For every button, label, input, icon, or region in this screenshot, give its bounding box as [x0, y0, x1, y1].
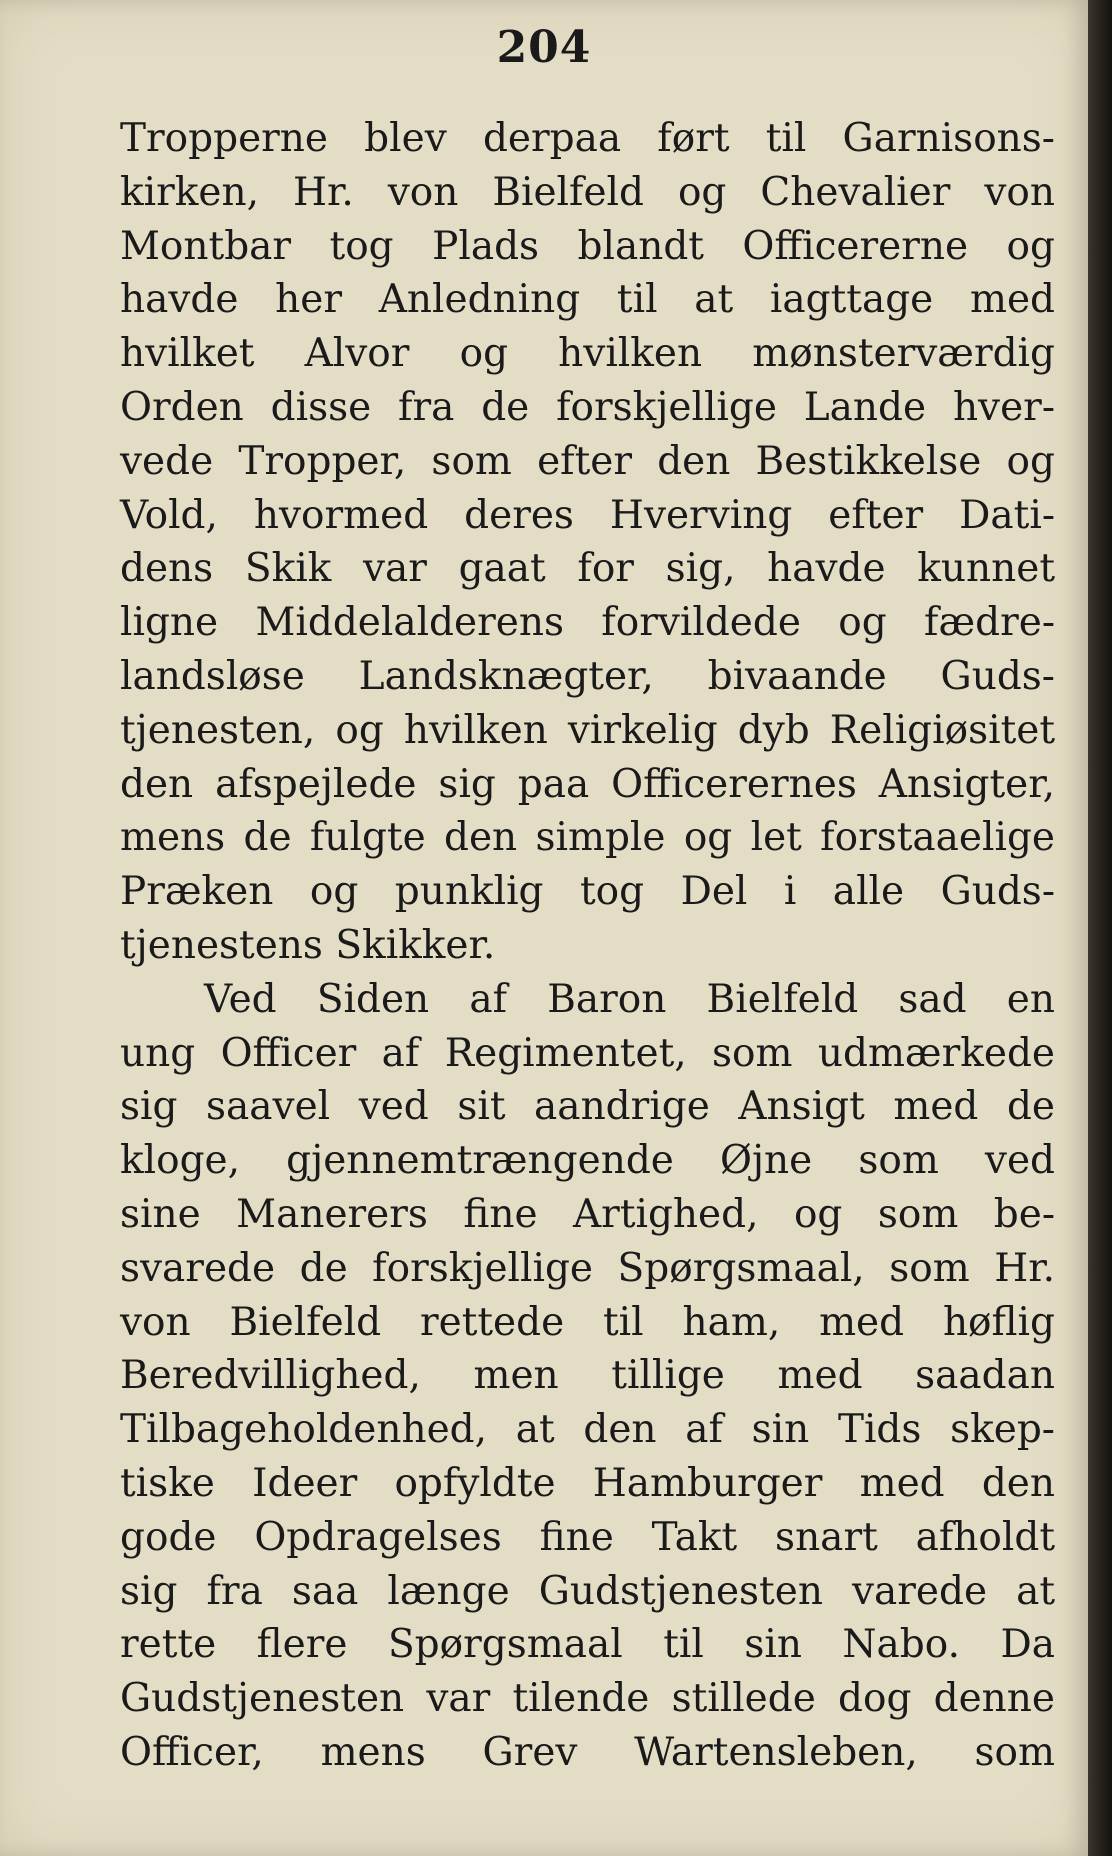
text-line: svarede de forskjellige Spørgsmaal, som Hr.: [120, 1245, 1055, 1291]
text-line: landsløse Landsknægter, bivaande Guds-: [120, 653, 1055, 699]
book-spine-edge: [1088, 0, 1112, 1856]
text-line: gode Opdragelses fine Takt snart afholdt: [120, 1514, 1055, 1560]
text-line: kloge, gjennemtrængende Øjne som ved: [120, 1138, 1055, 1184]
text-line: Ved Siden af Baron Bielfeld sad en: [204, 976, 1055, 1022]
text-line: sig fra saa længe Gudstjenesten varede at: [120, 1568, 1055, 1614]
text-line: sig saavel ved sit aandrige Ansigt med de: [120, 1084, 1055, 1130]
text-line: Tilbageholdenhed, at den af sin Tids skep-: [120, 1407, 1055, 1453]
text-line: ligne Middelalderens forvildede og fædre-: [120, 600, 1055, 646]
text-line: Beredvillighed, men tillige med saadan: [120, 1353, 1055, 1399]
text-line: sine Manerers fine Artighed, og som be-: [120, 1191, 1055, 1237]
text-line: tjenesten, og hvilken virkelig dyb Religiøsitet: [120, 707, 1055, 753]
text-line: Gudstjenesten var tilende stillede dog denne: [120, 1676, 1055, 1722]
text-line: havde her Anledning til at iagttage med: [120, 277, 1055, 323]
text-line: Tropperne blev derpaa ført til Garnisons-: [120, 116, 1055, 161]
text-line: Officer, mens Grev Wartensleben, som: [120, 1729, 1055, 1775]
text-line: den afspejlede sig paa Officerernes Ansigter,: [120, 761, 1055, 807]
text-line: Orden disse fra de forskjellige Lande hver-: [120, 384, 1055, 430]
text-line: Præken og punklig tog Del i alle Guds-: [120, 869, 1055, 915]
text-line: hvilket Alvor og hvilken mønsterværdig: [120, 331, 1055, 377]
text-line: kirken, Hr. von Bielfeld og Chevalier von: [120, 169, 1055, 215]
text-line: ung Officer af Regimentet, som udmærkede: [120, 1030, 1055, 1076]
page-number: 204: [496, 22, 592, 73]
text-line: Vold, hvormed deres Hverving efter Dati-: [120, 492, 1055, 538]
text-line: dens Skik var gaat for sig, havde kunnet: [120, 546, 1055, 592]
text-line: rette flere Spørgsmaal til sin Nabo. Da: [120, 1622, 1055, 1668]
text-line: von Bielfeld rettede til ham, med høflig: [120, 1299, 1055, 1345]
body-text: [120, 112, 1055, 1780]
text-line: Montbar tog Plads blandt Officererne og: [120, 223, 1055, 269]
text-line: tjenestens Skikker.: [120, 922, 496, 968]
text-line: mens de fulgte den simple og let forstaaelige: [120, 815, 1055, 861]
text-line: vede Tropper, som efter den Bestikkelse og: [120, 438, 1055, 484]
text-line: tiske Ideer opfyldte Hamburger med den: [120, 1460, 1055, 1506]
